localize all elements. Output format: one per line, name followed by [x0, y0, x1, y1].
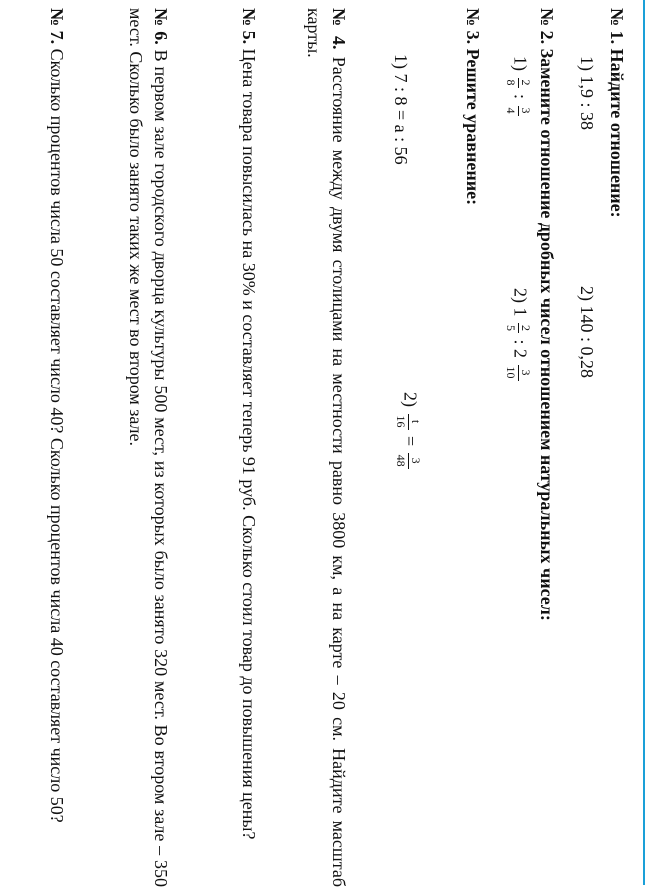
denominator: 16 [394, 415, 408, 428]
task-1-item-2: 2) 140 : 0,28 [577, 286, 597, 378]
task-4-paragraph [301, 8, 351, 887]
fraction [504, 365, 533, 381]
numerator: 2 [519, 79, 533, 86]
task-2-number: № 2. [537, 8, 557, 45]
numerator: 2 [519, 325, 533, 331]
task-1-heading [604, 8, 629, 887]
task-6-number: № 6. [151, 8, 171, 45]
task-3-item-1: 1) 7 : 8 = a : 56 [391, 54, 411, 165]
task-6-paragraph [123, 8, 173, 887]
task-2-title: Замените отношение дробных чисел отношением натуральных чисел: [537, 48, 557, 621]
task-2-item-2-label: 2) 1 [510, 288, 531, 317]
task-3-item-2-label: 2) [400, 392, 421, 407]
task-3-heading [460, 8, 485, 887]
task-5-number: № 5. [239, 8, 259, 45]
denominator: 4 [504, 107, 518, 114]
fraction [504, 106, 533, 116]
task-5-paragraph [236, 8, 261, 887]
task-5-text: Цена товара повысилась на 30% и составляет теперь 91 руб. Сколько стоил товар до повышения цены? [239, 48, 259, 840]
task-6-text: В первом зале городского дворца культуры 500 мест, из которых было занято 320 мест. Во втором зале – 350 мест. Сколько было занято таких же мест во втором зале. [126, 8, 171, 887]
task-4-number: № 4. [329, 8, 349, 50]
task-3-title: Решите уравнение: [463, 48, 483, 206]
task-1-item-1: 1) 1,9 : 38 [577, 56, 597, 130]
numerator: 3 [408, 453, 423, 469]
task-2-item-2 [504, 288, 533, 383]
task-2-item-1-label: 1) [510, 56, 531, 71]
task-4-text: Расстояние между двумя столицами на местности равно 3800 км, а на карте – 20 см. Найдите масштаб карты. [304, 8, 349, 888]
denominator: 10 [504, 366, 518, 379]
equals-sign: = [400, 436, 421, 447]
denominator: 8 [504, 79, 518, 86]
numerator: 3 [519, 107, 533, 114]
task-2-item-1 [504, 56, 533, 118]
numerator: 3 [518, 365, 533, 381]
ratio-sign: : 2 [510, 339, 531, 359]
fraction [504, 78, 533, 88]
denominator: 48 [394, 454, 408, 467]
task-7-number: № 7. [47, 8, 67, 45]
fraction [394, 453, 423, 469]
task-3-item-2 [394, 392, 423, 471]
fraction [504, 323, 533, 333]
task-3-number: № 3. [463, 8, 483, 45]
ratio-sign: : [510, 94, 531, 100]
numerator: t [408, 414, 423, 430]
task-7-text: Сколько процентов числа 50 составляет число 40? Сколько процентов числа 40 составляет число 50? [47, 48, 67, 823]
fraction [394, 414, 423, 430]
task-1-title: Найдите отношение: [607, 48, 627, 218]
task-1-number: № 1. [607, 8, 627, 45]
denominator: 5 [504, 325, 518, 331]
task-7-paragraph [44, 8, 69, 887]
task-2-heading [534, 8, 559, 887]
